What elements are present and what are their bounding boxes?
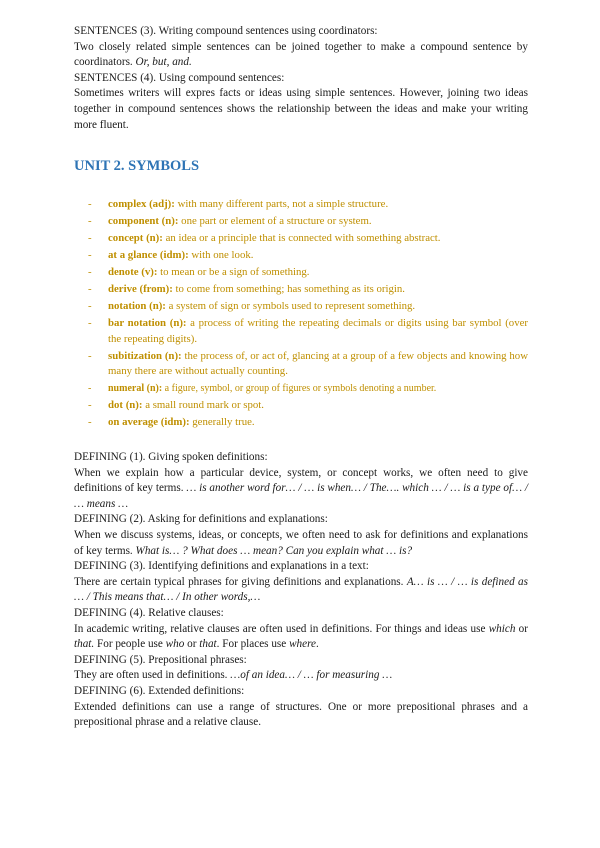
vocab-term: complex (adj):: [108, 197, 175, 210]
vocab-definition: an idea or a principle that is connected with something abstract.: [162, 231, 441, 244]
vocab-definition: a system of sign or symbols used to represent something.: [165, 300, 416, 313]
defining-6-heading: DEFINING (6). Extended definitions:: [74, 684, 245, 697]
defining-5-body: [74, 668, 528, 684]
keyword-that: that.: [74, 638, 95, 651]
sentences-3-text: Two closely related simple sentences can be joined together to make a compound sentence by coordinators.: [74, 40, 528, 69]
vocab-item: [74, 349, 528, 379]
sentences-3-heading: SENTENCES (3). Writing compound sentences using coordinators:: [74, 25, 378, 37]
defining-4-text-people: For people use: [94, 638, 166, 651]
defining-4-text: In academic writing, relative clauses are often used in definitions. For things and ideas use: [74, 622, 489, 635]
defining-1-text: When we explain how a particular device, system, or concept works, we often need to give definitions of key terms.: [74, 466, 528, 495]
bullet-dash: -: [88, 398, 92, 411]
sentences-4-body: Sometimes writers will expres facts or ideas using simple sentences. However, joining two ideas together in compound sentences shows the relationship between the ideas and make your writing more fluent.: [74, 87, 528, 131]
defining-5-phrases: …of an idea… / … for measuring …: [230, 669, 393, 682]
vocab-item: [74, 231, 528, 246]
bullet-dash: -: [88, 317, 92, 330]
vocab-term: subitization (n):: [108, 349, 182, 362]
vocab-term: at a glance (idm):: [108, 249, 189, 262]
bullet-dash: -: [88, 231, 92, 244]
defining-1-body: [74, 466, 528, 513]
vocab-item: [74, 248, 528, 263]
vocab-term: bar notation (n):: [108, 317, 187, 330]
sentences-3-body: [74, 40, 528, 71]
vocab-item: [74, 299, 528, 314]
vocab-term: denote (v):: [108, 266, 158, 279]
keyword-which: which: [488, 622, 516, 635]
bullet-dash: -: [88, 214, 92, 227]
defining-4-body: [74, 622, 528, 653]
sentences-4-heading: SENTENCES (4). Using compound sentences:: [74, 71, 285, 84]
defining-3-heading: DEFINING (3). Identifying definitions and explanations in a text:: [74, 560, 369, 573]
vocab-item: [74, 265, 528, 280]
defining-3-phrases: A… is … / … is defined as … / This means that… / In other words,…: [74, 575, 528, 604]
vocab-item: [74, 398, 528, 413]
vocab-definition: generally true.: [189, 415, 255, 428]
sentences-3-coordinators: Or, but, and.: [135, 56, 192, 69]
bullet-dash: -: [88, 349, 92, 362]
vocab-term: derive (from):: [108, 283, 173, 296]
defining-4-text-places: . For places use: [216, 638, 290, 651]
connector-or: or: [184, 638, 200, 651]
connector-or: or: [515, 622, 528, 635]
vocabulary-list: [74, 197, 528, 430]
vocab-item: [74, 197, 528, 212]
vocab-definition: with many different parts, not a simple structure.: [174, 197, 389, 210]
defining-4-heading: DEFINING (4). Relative clauses:: [74, 607, 224, 619]
bullet-dash: -: [88, 415, 92, 428]
vocab-definition: one part or element of a structure or system.: [178, 214, 372, 227]
vocab-definition: to mean or be a sign of something.: [157, 266, 310, 279]
defining-2-heading: DEFINING (2). Asking for definitions and explanations:: [74, 513, 328, 526]
vocab-item: [74, 214, 528, 229]
keyword-who: who: [165, 638, 185, 651]
sentence-end: .: [316, 638, 319, 651]
keyword-where: where: [289, 638, 316, 651]
vocab-term: component (n):: [108, 214, 179, 227]
vocab-item: [74, 415, 528, 430]
defining-2-body: [74, 528, 528, 559]
defining-1-phrases: … is another word for… / … is when… / The…. which … / … is a type of… / … means …: [74, 482, 528, 510]
vocab-definition: with one look.: [188, 249, 254, 262]
bullet-dash: -: [88, 382, 92, 394]
defining-1-heading: DEFINING (1). Giving spoken definitions:: [74, 451, 268, 464]
defining-3-text: There are certain typical phrases for giving definitions and explanations.: [74, 575, 407, 588]
bullet-dash: -: [88, 283, 92, 296]
defining-section: [74, 450, 528, 731]
vocab-item: [74, 282, 528, 297]
bullet-dash: -: [88, 300, 92, 313]
document-page: [74, 24, 528, 731]
vocab-item: [74, 381, 528, 396]
vocab-term: concept (n):: [108, 231, 163, 244]
vocab-term: dot (n):: [108, 398, 143, 411]
vocab-term: numeral (n):: [108, 382, 163, 394]
keyword-that: that: [199, 638, 217, 651]
bullet-dash: -: [88, 266, 92, 279]
defining-2-text: When we discuss systems, ideas, or concepts, we often need to ask for definitions and explanations of key terms.: [74, 529, 528, 557]
vocab-definition: a small round mark or spot.: [142, 398, 264, 411]
defining-5-text: They are often used in definitions.: [74, 669, 231, 682]
bullet-dash: -: [88, 197, 92, 210]
vocab-definition: to come from something; has something as its origin.: [172, 283, 405, 296]
defining-6-body: Extended definitions can use a range of structures. One or more prepositional phrases and a prepositional phrase and a relative clause.: [74, 700, 528, 729]
defining-3-body: [74, 575, 528, 606]
vocab-definition: a process of writing the repeating decimals or digits using bar symbol (over the repeating digits).: [108, 317, 528, 345]
bullet-dash: -: [88, 249, 92, 262]
vocab-definition: a figure, symbol, or group of figures or symbols denoting a number.: [162, 382, 437, 394]
defining-5-heading: DEFINING (5). Prepositional phrases:: [74, 653, 247, 666]
vocab-definition: the process of, or act of, glancing at a group of a few objects and knowing how many there are without actually counting.: [108, 349, 528, 377]
vocab-term: on average (idm):: [108, 415, 190, 428]
vocab-term: notation (n):: [108, 300, 166, 313]
unit-title: UNIT 2. SYMBOLS: [74, 158, 200, 175]
defining-2-phrases: What is… ? What does … mean? Can you explain what … is?: [135, 544, 413, 557]
vocab-item: [74, 316, 528, 346]
